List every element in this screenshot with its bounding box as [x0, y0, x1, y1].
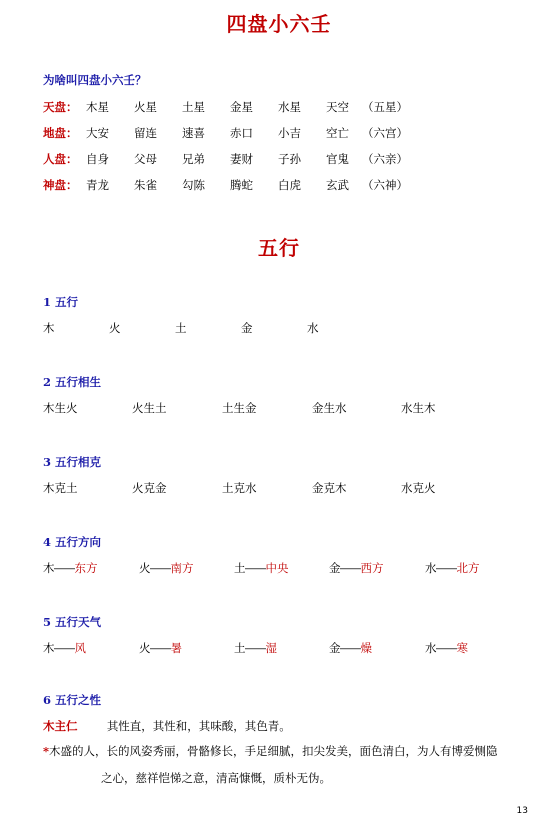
pan-item: 木星: [86, 100, 109, 114]
element-label: 水——: [425, 561, 457, 575]
pan-item: 留连: [134, 126, 157, 140]
nature-paragraph: [43, 738, 523, 792]
section-title-wuxing: 五行: [258, 236, 300, 260]
fangxiang-item: [139, 560, 194, 576]
element-label: 土——: [234, 641, 266, 655]
wuxing-item: 火: [109, 321, 121, 335]
xiangsheng-item: 金生水: [312, 401, 347, 415]
xiangke-item: 火克金: [132, 481, 167, 495]
pan-item: 妻财: [230, 152, 253, 166]
paragraph-line-1: [43, 738, 523, 765]
weather-value: 燥: [360, 641, 372, 655]
wuxing-item: 金: [241, 321, 253, 335]
direction-value: 西方: [360, 561, 384, 575]
pan-item: 天空: [326, 100, 349, 114]
pan-note: （六宫）: [362, 126, 408, 140]
direction-value: 东方: [74, 561, 98, 575]
pan-item: 父母: [134, 152, 157, 166]
section-heading: 2 五行相生: [43, 375, 102, 389]
weather-value: 风: [74, 641, 86, 655]
nature-line: [43, 718, 291, 734]
nature-text: 其性直，其性和，其味酸，其色青。: [106, 719, 291, 733]
pan-item: 自身: [86, 152, 109, 166]
xiangsheng-item: 木生火: [43, 401, 78, 415]
pan-item: 朱雀: [134, 178, 157, 192]
pan-item: 玄武: [326, 178, 349, 192]
xiangsheng-item: 火生土: [132, 401, 167, 415]
paragraph-line-2: 之心，慈祥恺悌之意，清高慷慨，质朴无伪。: [101, 771, 331, 785]
pan-item: 大安: [86, 126, 109, 140]
pan-item: 小吉: [278, 126, 301, 140]
direction-value: 北方: [456, 561, 480, 575]
weather-value: 湿: [265, 641, 277, 655]
section-heading: 5 五行天气: [43, 615, 102, 629]
weather-value: 寒: [456, 641, 468, 655]
weather-value: 暑: [170, 641, 182, 655]
section-heading: 1 五行: [43, 295, 79, 309]
tianqi-item: [43, 640, 86, 656]
element-label: 金——: [329, 641, 361, 655]
element-label: 金——: [329, 561, 361, 575]
fangxiang-item: [329, 560, 384, 576]
xiangke-item: 土克水: [222, 481, 257, 495]
pan-item: 空亡: [326, 126, 349, 140]
wuxing-item: 水: [307, 321, 319, 335]
pan-item: 腾蛇: [230, 178, 253, 192]
pan-label: 天盘：: [43, 100, 78, 114]
xiangsheng-item: 土生金: [222, 401, 257, 415]
pan-item: 金星: [230, 100, 253, 114]
pan-note: （六亲）: [362, 152, 408, 166]
element-label: 木——: [43, 641, 75, 655]
pan-label: 地盘：: [43, 126, 78, 140]
pan-label: 人盘：: [43, 152, 78, 166]
pan-item: 土星: [182, 100, 205, 114]
direction-value: 南方: [170, 561, 194, 575]
tianqi-item: [234, 640, 277, 656]
wuxing-item: 土: [175, 321, 187, 335]
element-label: 木——: [43, 561, 75, 575]
pan-item: 子孙: [278, 152, 301, 166]
page-title: 四盘小六壬: [226, 12, 332, 36]
pan-item: 兄弟: [182, 152, 205, 166]
pan-label: 神盘：: [43, 178, 78, 192]
fangxiang-item: [43, 560, 98, 576]
pan-item: 官鬼: [326, 152, 349, 166]
tianqi-item: [425, 640, 468, 656]
pan-item: 赤口: [230, 126, 253, 140]
paragraph-text: 木盛的人，长的风姿秀丽，骨骼修长，手足细腻，扣尖发美，面色清白，为人有博爱恻隐: [49, 744, 498, 758]
nature-label: 木主仁: [43, 719, 78, 733]
pan-note: （五星）: [362, 100, 408, 114]
fangxiang-item: [425, 560, 480, 576]
pan-item: 白虎: [278, 178, 301, 192]
xiangke-item: 水克火: [401, 481, 436, 495]
element-label: 土——: [234, 561, 266, 575]
pan-item: 火星: [134, 100, 157, 114]
star-marker: *: [43, 744, 50, 758]
element-label: 火——: [139, 561, 171, 575]
question-heading: 为啥叫四盘小六壬？: [43, 73, 147, 87]
element-label: 火——: [139, 641, 171, 655]
tianqi-item: [139, 640, 182, 656]
element-label: 水——: [425, 641, 457, 655]
pan-item: 勾陈: [182, 178, 205, 192]
section-heading: 4 五行方向: [43, 535, 102, 549]
pan-note: （六神）: [362, 178, 408, 192]
pan-item: 水星: [278, 100, 301, 114]
xiangke-item: 木克土: [43, 481, 78, 495]
fangxiang-item: [234, 560, 289, 576]
direction-value: 中央: [265, 561, 289, 575]
xiangsheng-item: 水生木: [401, 401, 436, 415]
xiangke-item: 金克木: [312, 481, 347, 495]
wuxing-item: 木: [43, 321, 55, 335]
page-number: 13: [516, 806, 528, 816]
pan-item: 速喜: [182, 126, 205, 140]
section-heading: 3 五行相克: [43, 455, 102, 469]
pan-item: 青龙: [86, 178, 109, 192]
tianqi-item: [329, 640, 372, 656]
section-heading: 6 五行之性: [43, 693, 102, 707]
